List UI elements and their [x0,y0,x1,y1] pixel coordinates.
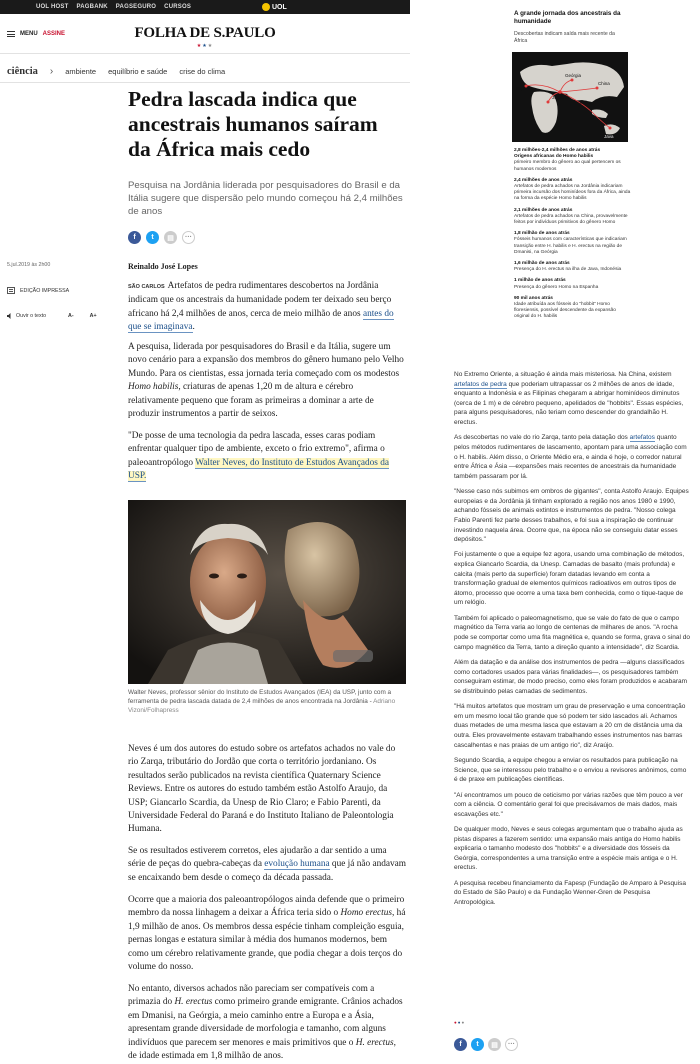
paragraph: "Nesse caso nós subimos em ombros de gigantes", conta Astolfo Araujo. Equipes europeias e da Jordânia já tinham explorado a região nos anos 1980 e 1990, achando fósseis de animais extintos e instrumentos de pedra. "Nosso colega Fabio Parenti fez parte desses trabalhos, e foi sua a inspiração de continuar investindo naquela área. Ocorre que, na época não se conseguiu datar esses depósitos." [454,488,689,544]
publish-date: 5.jul.2019 às 2h00 [7,262,51,268]
print-edition-link[interactable] [7,287,69,294]
breadcrumb [7,66,225,77]
paragraph: Além da datação e da análise dos instrumentos de pedra —alguns classificados como cortadores usados para várias finalidades—, os pesquisadores também conseguiram estimar, de modo preciso, como eles foram produzidos e acabaram se distribuindo pelas camadas de sedimentos. [454,659,688,695]
footer-stars-icon: ●●● [454,1020,466,1025]
map-graphic [512,52,628,142]
print-icon[interactable]: ▤ [488,1038,501,1051]
migration-map [512,52,628,142]
inline-link[interactable]: evolução humana [264,859,330,870]
menu-label: MENU [20,31,38,37]
dateline: SÃO CARLOS [128,284,165,290]
article-tools [7,313,97,319]
pagseguro-link[interactable]: PAGSEGURO [115,4,157,10]
paragraph: Neves é um dos autores do estudo sobre os artefatos achados no vale do rio Zarqa, tributário do Jordão que corta o território jordaniano. Os resultados serão publicados na revista científica Quaternary Science Reviews. Entre os autores do estudo também estão Astolfo Araujo, da USP; Giancarlo Scardia, da Unesp de Rio Claro; e Fabio Parenti, da Universidade Federal do Paraná e do Instituto Italiano de Paleontologia Humana. [128,744,396,835]
timeline-event: 1,6 milhão de anos atrás Presença do H. erectus na ilha de Java, Indonésia [514,261,622,273]
divider [0,82,410,83]
paragraph: No Extremo Oriente, a situação é ainda mais misteriosa. Na China, existem artefatos de pedra que poderiam ultrapassar os 2 milhões de anos de idade, enquanto a Indonésia e as Filipinas chegaram a abrigar hominídeos diminutos (cerca de 1 m) e de cérebro pequeno, apelidados de "hobbits". Essas espécies, para alguns pesquisadores, não teriam como descender do grandalhão H. erectus. [454,371,684,426]
article-photo [128,500,406,684]
footer-share-bar [454,1038,518,1051]
brand-logo[interactable]: FOLHA DE S.PAULO [134,25,276,41]
timeline-event: 90 mil anos atrás Idade atribuída aos fósseis do "hobbit" Homo floresiensis, possível descendente da expansão original do H. habilis [514,295,616,320]
paragraph: Se os resultados estiverem corretos, eles ajudarão a dar sentido a uma série de peças do quebra-cabeças da evolução humana que já não andavam se encaixando bem desde o começo da década passada. [128,846,407,883]
cursos-link[interactable]: CURSOS [164,4,192,10]
section-link[interactable]: ciência [7,66,38,77]
site-header [0,14,410,54]
uol-logo-icon [262,3,270,11]
author-name[interactable]: Reinaldo José Lopes [128,262,198,271]
more-icon[interactable]: ··· [505,1038,518,1051]
timeline-event: 2,4 milhões de anos atrás Artefatos de pedra achados na Jordânia indicariam primeira incursão dos hominídeos fora da África, ainda na forma da espécie Homo habilis [514,177,631,202]
photo-illustration [128,500,406,684]
paragraph: A pesquisa, liderada por pesquisadores do Brasil e da Itália, sugere um novo cenário para a expansão dos membros do gênero humano pelo Velho Mundo. Para os cientistas, essa jornada teria começado com os modestos Homo habilis, criaturas de apenas 1,20 m de altura e cérebro relativamente pequeno que foram as primeiras a dominar a arte de produzir instrumentos a partir de seixos. [128,342,404,420]
paragraph: "De posse de uma tecnologia da pedra lascada, esses caras podiam enfrentar qualquer tipo de ambiente, exceto o frio extremo", afirma o paleoantropólogo Walter Neves, do Instituto de Estudos Avançados da USP. [128,431,389,482]
twitter-icon[interactable]: t [146,231,159,244]
paragraph: Também foi aplicado o paleomagnetismo, que se vale do fato de que o campo magnético da Terra varia ao longo de centenas de milhares de anos. "A rocha pode se comportar como uma fita magnética e, quando se forma, grava o sinal do campo magnético da Terra, tanto a direção quanto a intensidade", diz Scardia. [454,614,690,651]
print-edition-label: EDIÇÃO IMPRESSA [20,287,70,294]
uol-top-bar [0,0,410,14]
infographic-title: A grande jornada dos ancestrais da humanidade [514,10,621,25]
article-subtitle: Pesquisa na Jordânia liderada por pesquisadores do Brasil e da Itália sugere que dispersão pelo mundo começou há 2,4 milhões de anos [128,180,403,217]
right-article-body [454,370,690,913]
timeline [514,148,632,326]
facebook-icon[interactable]: f [128,231,141,244]
paragraph: No entanto, diversos achados não pareciam ser compatíveis com a primazia do H. erectus como primeiro grande emigrante. Crânios achados em Dmanisi, na Geórgia, a meio caminho entre a Europa e a Ásia, apresentam grande diversidade de morfologia e tamanho, com alguns indivíduos que parecem ser menores e mais primitivos que o H. erectus, de idade estimada em 1,8 milhão de anos. [128,984,403,1062]
breadcrumb-item[interactable]: ambiente [65,67,97,76]
newspaper-icon [7,287,15,294]
timeline-event: 2,1 milhões de anos atrás Artefatos de pedra achados na China, provavelmente feitos por indivíduos primitivos do gênero Homo [514,207,628,226]
brand-stars-icon: ★★★ [196,43,214,49]
map-label: Jordânia [552,95,570,100]
timeline-event: 1 milhão de anos atrás Presença do gênero Homo na Espanha [514,278,599,290]
twitter-icon[interactable]: t [471,1038,484,1051]
map-label: Geórgia [565,73,582,78]
facebook-icon[interactable]: f [454,1038,467,1051]
more-icon[interactable]: ··· [182,231,195,244]
photo-caption: Walter Neves, professor sênior do Instituto de Estudos Avançados (IEA) da USP, junto com a ferramenta de pedra lascada datada de 2,4 milhões de anos encontrada na Jordânia - Adriano Vizoni/Folhapress [128,689,396,714]
inline-link[interactable]: artefatos de pedra [454,380,507,388]
share-bar [128,231,195,244]
inline-link[interactable]: artefatos [629,434,655,442]
map-label: Índia [580,100,590,105]
print-icon[interactable]: ▤ [164,231,177,244]
listen-button[interactable] [7,313,46,319]
chevron-right-icon: › [49,66,54,77]
infographic-subtitle: Descobertas indicam saída mais recente da África [514,31,615,44]
paragraph: As descobertas no vale do rio Zarqa, tanto pela datação dos artefatos quanto pelos métodos rudimentares de lascamento, apontam para uma associação com o H. habilis. Além disso, o Oriente Médio era, e ainda é hoje, o corredor natural entre África e Ásia —expansões mais recentes de ancestrais da humanidade também passaram por lá. [454,434,687,480]
map-label: Java [604,134,614,139]
paragraph: Foi justamente o que a equipe fez agora, usando uma combinação de métodos, explica Giancarlo Scardia, da Unesp. Camadas de basalto (mais profunda) e calcita (mais perto da superfície) foram datadas levando em conta a transformação gradual de elementos químicos radioativos em outros tipos de átomo, processo que ocorre a uma taxa bem conhecida, como o tique-taque de um relógio. [454,551,685,607]
paragraph: "Aí encontramos um pouco de ceticismo por várias razões que têm pouco a ver com a ciência. O comentário geral foi que precisávamos de mais dados, mais escavações etc." [454,791,683,818]
paragraph: A pesquisa recebeu financiamento da Fapesp (Fundação de Amparo à Pesquisa do Estado de São Paulo) e da Fundação Wenner-Gren de Pesquisa Antropológica. [454,879,686,907]
font-decrease-button[interactable]: A- [68,313,74,319]
inline-link[interactable]: antes do que se imaginava [128,308,394,333]
pagbank-link[interactable]: PAGBANK [76,4,108,10]
timeline-event: 2,8 milhões-2,4 milhões de anos atrás Origens africanas do Homo habilis primeiro membro do gênero ao qual pertencem os humanos modernos [514,148,621,172]
speaker-icon [7,313,13,319]
photo-credit: Adriano Vizoni/Folhapress [128,698,396,714]
paragraph: "Há muitos artefatos que mostram um grau de preservação e uma concentração em um mesmo local tão grande que só podem ter sido lascados ali. Achamos duas metades de uma mesma lasca que estavam a 20 cm de distância uma da outra. Eles provavelmente estavam trabalhando esses instrumentos nas barras cascalhentas e nas praias de um antigo rio", diz Araújo. [454,703,686,749]
paragraph: SÃO CARLOS Artefatos de pedra rudimentares descobertos na Jordânia indicam que os ancestrais da humanidade podem ter deixado seu berço africano há 2,4 milhões de anos, cerca de meio milhão de anos antes do que se imaginava. [128,281,394,333]
article-title: Pedra lascada indica que ancestrais humanos saíram da África mais cedo [128,87,378,161]
uol-logo[interactable]: UOL [262,1,288,13]
subscribe-link[interactable]: ASSINE [42,31,66,37]
listen-label: Ouvir o texto [16,313,47,319]
breadcrumb-item[interactable]: crise do clima [179,67,226,76]
paragraph: Ocorre que a maioria dos paleoantropólogos ainda defende que o primeiro membro da nossa linhagem a deixar a África teria sido o Homo erectus, há 1,9 milhão de anos. Os membros dessa espécie tinham compleição esguia, pernas longas e estatura similar à média dos humanos modernos, bem como um cérebro relativamente grande, que podia chegar a dois terços do volume do nosso. [128,895,406,973]
highlighted-link[interactable]: Walter Neves, do Instituto de Estudos Avançados da USP. [128,457,389,482]
paragraph: De qualquer modo, Neves e seus colegas argumentam que o trabalho ajuda as pistas dispares a fazerem sentido: uma expansão mais antiga do Homo habilis explicaria o tamanho modesto dos "hobbits" e a diversidade dos fósseis da Geórgia, correspondentes a uma transição entre a espécie mais antiga e o H. erectus. [454,826,683,872]
paragraph: Segundo Scardia, a equipe chegou a enviar os resultados para publicação na Science, que se interessou pelo trabalho e o enviou a revisores anônimos, como é de praxe em publicações científicas. [454,756,687,784]
map-label: Espanha [516,86,534,91]
timeline-event: 1,8 milhão de anos atrás Fósseis humanos com características que indicariam transição entre H. habilis e H. erectus na região de Dmanisi, na Geórgia [514,231,627,255]
font-increase-button[interactable]: A+ [89,313,97,319]
uol-host-link[interactable]: UOL HOST [36,4,69,10]
map-label: China [598,81,610,86]
breadcrumb-item[interactable]: equilíbrio e saúde [108,67,168,76]
